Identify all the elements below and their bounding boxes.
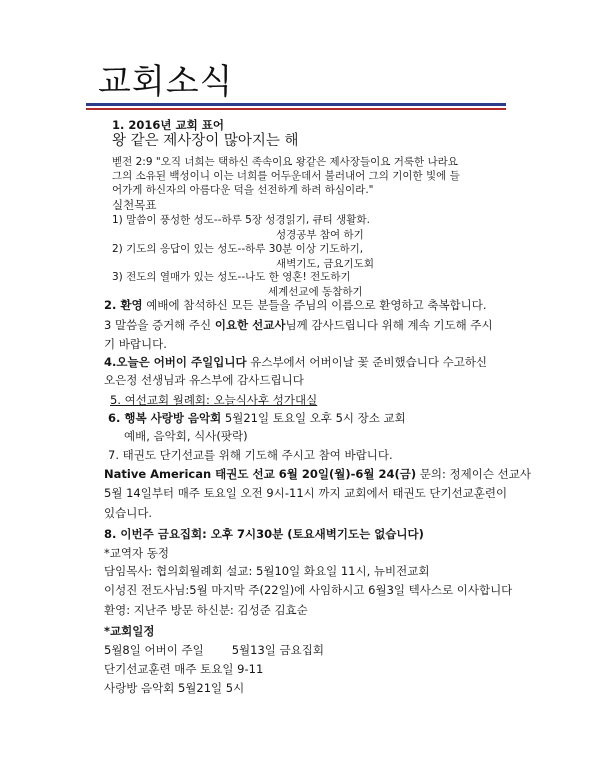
native-line-3: 있습니다. — [104, 506, 153, 520]
item-2-text: 예배에 참석하신 모든 분들을 주님의 이름으로 환영하고 축복합니다. — [142, 298, 487, 312]
item-6-text: 5월21일 토요일 오후 5시 장소 교회 — [221, 411, 406, 425]
news-header: *교역자 동정 — [104, 546, 169, 560]
goal-1-detail: 성경공부 참여 하기 — [276, 229, 364, 241]
schedule-line-2: 단기선교훈련 매주 토요일 9-11 — [104, 662, 264, 676]
goals-label: 실천목표 — [112, 198, 157, 212]
title-rule-red — [86, 108, 506, 110]
item-3-post: 님께 감사드립니다 위해 계속 기도해 주시 — [285, 318, 493, 332]
item-5: 5. 여선교회 월례회: 오늘식사후 성가대실 — [110, 393, 318, 407]
item-8: 8. 이번주 금요집회: 오후 7시30분 (토요새벽기도는 없습니다) — [104, 527, 424, 541]
goal-3-detail: 세계선교에 동참하기 — [268, 286, 363, 298]
schedule-friday-meeting: 5월13일 금요집회 — [231, 643, 324, 657]
item-6-line-2: 예배, 음악회, 식사(팟락) — [124, 429, 248, 443]
item-3-name: 이요한 선교사 — [214, 318, 286, 332]
item-4-text: 유스부에서 어버이날 꽃 준비했습니다 수고하신 — [246, 355, 488, 369]
news-line-3: 환영: 지난주 방문 하신분: 김성준 김효순 — [104, 603, 308, 617]
native-line-1 — [104, 467, 531, 481]
item-3-pre: 3 말씀을 증거해 주신 — [104, 318, 215, 332]
goal-1: 1) 말씀이 풍성한 성도--하루 5장 성경읽기, 큐티 생활화. — [112, 214, 370, 226]
goal-3: 3) 전도의 열매가 있는 성도--나도 한 영혼! 전도하기 — [112, 271, 351, 283]
news-line-1: 담임목사: 협의회월례회 설교: 5월10일 화요일 11시, 뉴비전교회 — [104, 564, 430, 578]
native-label: Native American 태권도 선교 6월 20일(월)-6월 24(금) — [104, 467, 417, 481]
goal-2: 2) 기도의 응답이 있는 성도--하루 30분 이상 기도하기, — [112, 243, 364, 255]
title-rule-blue — [86, 103, 506, 106]
verse-line-2: 그의 소유된 백성이니 이는 너희를 어두운데서 불러내어 그의 기이한 빛에 들 — [112, 170, 460, 182]
verse-line-3: 어가게 하신자의 아름다운 덕을 선전하게 하려 하심이라." — [112, 184, 374, 196]
item-6 — [108, 411, 406, 425]
item-7: 7. 태권도 단기선교를 위해 기도해 주시고 참여 바랍니다. — [108, 448, 393, 462]
news-line-2: 이성진 전도사님:5월 마지막 주(22일)에 사임하시고 6월3일 텍사스로 이사합니다 — [104, 583, 513, 597]
schedule-parents-day: 5월8일 어버이 주일 — [104, 643, 204, 657]
section1-header: 1. 2016년 교회 표어 — [112, 118, 224, 132]
schedule-header: *교회일정 — [104, 624, 155, 638]
item-4-label: 4.오늘은 어버이 주일입니다 — [104, 355, 247, 369]
item-3 — [104, 318, 493, 332]
motto: 왕 같은 제사장이 많아지는 해 — [112, 133, 299, 149]
item-4 — [104, 355, 487, 369]
page-title: 교회소식 — [98, 62, 234, 102]
goal-2-detail: 새벽기도, 금요기도회 — [276, 258, 374, 270]
item-6-label: 6. 행복 사랑방 음악회 — [108, 411, 222, 425]
item-3-line-2: 기 바랍니다. — [104, 337, 167, 351]
verse-line-1: 벧전 2:9 "오직 너희는 택하신 족속이요 왕같은 제사장들이요 거룩한 나라요 — [112, 156, 458, 168]
item-2-label: 2. 환영 — [104, 298, 143, 312]
item-4-line-2: 오은정 선생님과 유스부에 감사드립니다 — [104, 373, 304, 387]
native-contact: 문의: 정제이슨 선교사 — [416, 467, 531, 481]
schedule-line-1 — [104, 643, 324, 657]
schedule-line-3: 사랑방 음악회 5월21일 5시 — [104, 681, 245, 695]
item-2 — [104, 298, 487, 312]
native-line-2: 5월 14일부터 매주 토요일 오전 9시-11시 까지 교회에서 태권도 단기선교훈련이 — [104, 486, 508, 500]
